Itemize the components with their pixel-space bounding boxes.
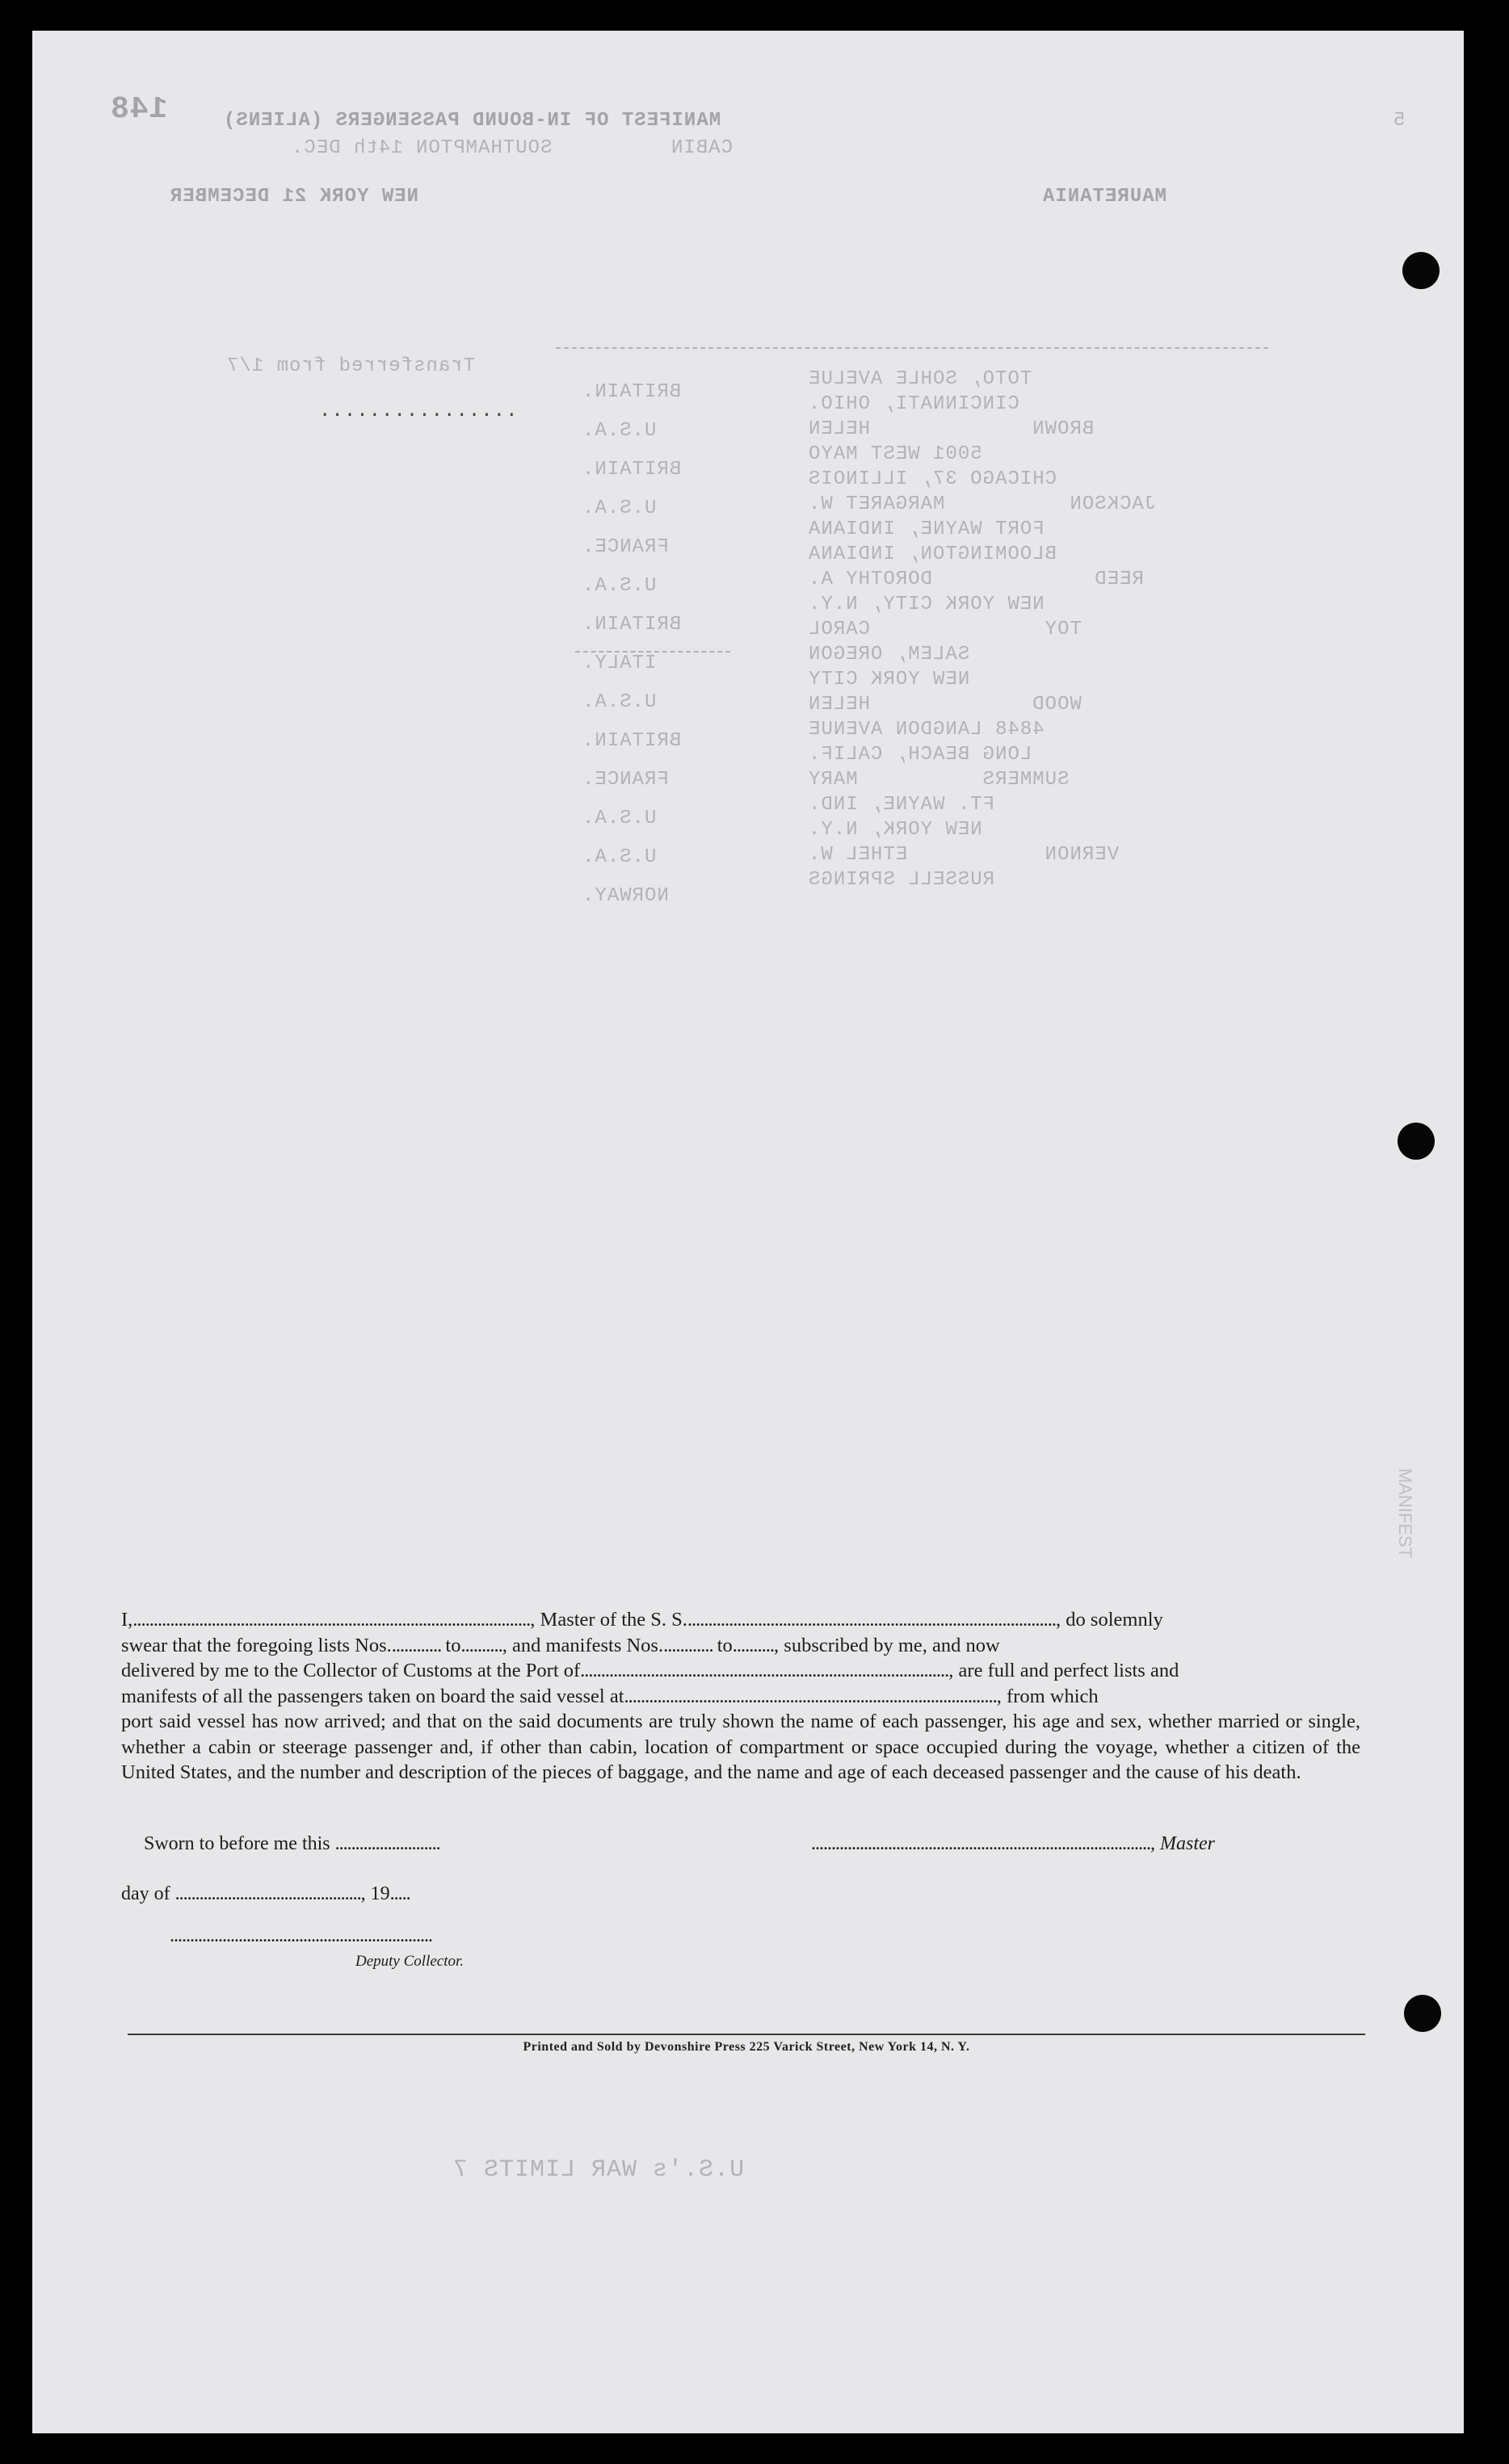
oath-paragraph	[121, 1607, 1360, 1786]
ghost-header-line2b: SOUTHAMPTON 14th DEC.	[291, 137, 553, 159]
sworn-row	[144, 1833, 440, 1855]
ghost-header-line2: CABIN	[670, 137, 733, 159]
punch-hole-top	[1402, 252, 1440, 289]
ghost-left-note: Transferred from 1/7	[226, 355, 476, 377]
ghost-passenger-row: NEW YORK CITY	[808, 669, 970, 691]
ghost-mid-rule	[575, 651, 730, 653]
ghost-header-line1: MANIFEST OF IN-BOUND PASSENGERS (ALIENS)	[223, 110, 721, 132]
ghost-passenger-row: REED DOROTHY A.	[808, 569, 1144, 590]
ghost-manifest-number: 148	[110, 92, 168, 127]
ghost-side-stamp: MANIFEST	[1395, 1468, 1415, 1559]
ghost-passenger-row: CINCINNATI, OHIO.	[808, 393, 1019, 415]
ghost-passenger-row: SUMMERS MARY	[808, 769, 1070, 791]
ghost-nationality: FRANCE.	[582, 536, 669, 558]
ghost-passenger-row: FORT WAYNE, INDIANA	[808, 518, 1045, 540]
ghost-nationality: BRITAIN.	[582, 381, 682, 403]
oath-line3: delivered by me to the Collector of Customs at the Port of	[121, 1660, 581, 1681]
ghost-footer-stamp: U.S.'s WAR LIMITS 7	[452, 2156, 745, 2184]
ghost-nationality: U.S.A.	[582, 691, 657, 713]
ghost-passenger-row: JACKSON MARGARET W.	[808, 493, 1157, 515]
oath-line2: swear that the foregoing lists Nos.	[121, 1634, 392, 1656]
day-of-blank[interactable]: ..............................................	[174, 1883, 361, 1904]
oath-line3-end: , are full and perfect lists and	[948, 1660, 1179, 1681]
deputy-collector-label: Deputy Collector.	[355, 1953, 464, 1970]
day-of-label: day of	[121, 1883, 170, 1904]
master-label: , Master	[1150, 1833, 1215, 1854]
printer-divider	[128, 2034, 1365, 2035]
master-name-blank[interactable]: ................................................................................................	[132, 1609, 531, 1631]
oath-line1-suffix: , do solemnly	[1056, 1609, 1163, 1631]
oath-line1-mid: , Master of the S. S.	[530, 1609, 687, 1631]
ghost-sheet-number: 5	[1393, 110, 1406, 132]
sworn-label: Sworn to before me this	[144, 1833, 330, 1854]
sworn-date-blank[interactable]: ..........................	[334, 1833, 440, 1854]
ghost-table-rule	[556, 347, 1268, 349]
ghost-passenger-row: RUSSELL SPRINGS	[808, 869, 995, 891]
ghost-ship-name: MAURETANIA	[1042, 186, 1167, 208]
ghost-passenger-row: CHICAGO 37, ILLINOIS	[808, 468, 1057, 490]
ghost-passenger-row: TOTO, SOHLE AVELUE	[808, 368, 1032, 390]
ghost-passenger-row: BROWN HELEN	[808, 418, 1095, 440]
day-of-row	[121, 1883, 410, 1905]
port-of-blank[interactable]: .........................................................................................	[580, 1660, 949, 1681]
oath-line2-to2: to	[717, 1634, 733, 1656]
manifest-from-blank[interactable]: ............	[663, 1634, 717, 1656]
ghost-header-line3: NEW YORK 21 DECEMBER	[170, 186, 419, 208]
ghost-nationality: ITALY.	[582, 653, 657, 674]
master-signature-blank[interactable]: ....................................................................................	[811, 1833, 1150, 1854]
ghost-nationality: BRITAIN.	[582, 614, 682, 636]
ghost-passenger-row: 4848 LANGDON AVENUE	[808, 719, 1045, 741]
oath-body: port said vessel has now arrived; and that on the said documents are truly shown the name of each passenger, his age and sex, whether married or single, whether a cabin or steerage passenger and, if other than cabin, location of compartment or space occupied during the voyage, whether a citizen of the United States, and the number and description of the pieces of baggage, and the name and age of each deceased passenger and the cause of his death.	[121, 1711, 1360, 1783]
year-label: , 19	[360, 1883, 390, 1904]
manifest-page-back	[32, 31, 1464, 2433]
ghost-passenger-row: SALEM, OREGON	[808, 644, 970, 665]
ghost-passenger-row: 5001 WEST MAYO	[808, 443, 982, 465]
ghost-nationality: BRITAIN.	[582, 730, 682, 752]
ship-name-blank[interactable]: .........................................................................................	[687, 1609, 1057, 1631]
ghost-passenger-row: NEW YORK CITY, N.Y.	[808, 594, 1045, 615]
ghost-nationality: FRANCE.	[582, 769, 669, 791]
deputy-row	[170, 1925, 432, 1947]
oath-line4-end: , from which	[996, 1685, 1099, 1707]
oath-line2-mid: , and manifests Nos.	[502, 1634, 664, 1656]
ghost-nationality: NORWAY.	[582, 885, 669, 907]
year-blank[interactable]: .....	[389, 1883, 410, 1904]
ghost-passenger-row: FT. WAYNE, IND.	[808, 794, 995, 816]
punch-hole-bottom	[1404, 1995, 1441, 2032]
ghost-passenger-row: NEW YORK, N.Y.	[808, 819, 982, 841]
punch-hole-middle	[1398, 1123, 1435, 1160]
oath-line2-end: , subscribed by me, and now	[774, 1634, 1000, 1656]
list-from-blank[interactable]: ............	[391, 1634, 446, 1656]
oath-line1-prefix: I,	[121, 1609, 133, 1631]
deputy-signature-blank[interactable]: .................................................................	[170, 1925, 432, 1946]
ghost-nationality: U.S.A.	[582, 575, 657, 597]
printer-credit: Printed and Sold by Devonshire Press 225 Varick Street, New York 14, N. Y.	[523, 2040, 970, 2054]
ghost-passenger-row: LONG BEACH, CALIF.	[808, 744, 1032, 766]
ghost-nationality: U.S.A.	[582, 420, 657, 442]
ghost-passenger-row: TOY CAROL	[808, 619, 1082, 640]
oath-line2-to: to	[445, 1634, 461, 1656]
master-signature-row	[811, 1833, 1215, 1855]
ghost-nationality: BRITAIN.	[582, 459, 682, 481]
ghost-passenger-row: BLOOMINGTON, INDIANA	[808, 544, 1057, 565]
vessel-at-blank[interactable]: ..........................................................................................	[624, 1685, 997, 1707]
oath-line4: manifests of all the passengers taken on board the said vessel at	[121, 1685, 624, 1707]
ghost-passenger-row: WOOD HELEN	[808, 694, 1082, 716]
ghost-nationality: U.S.A.	[582, 497, 657, 519]
ghost-nationality: U.S.A.	[582, 808, 657, 829]
ghost-dotted-leader: ................	[318, 401, 518, 422]
ghost-nationality: U.S.A.	[582, 846, 657, 868]
list-to-blank[interactable]: ..........	[460, 1634, 502, 1656]
ghost-passenger-row: VERNON ETHEL W.	[808, 844, 1120, 866]
manifest-to-blank[interactable]: ..........	[732, 1634, 775, 1656]
